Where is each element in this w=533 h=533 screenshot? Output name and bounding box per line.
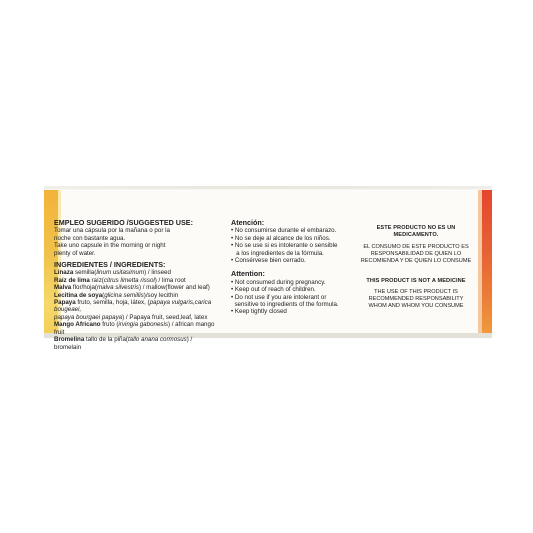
ingredient-latin-name: irvingia gabonesis xyxy=(118,321,168,329)
ingredient-latin-name: papaya vulgaris,carica bougeaei, xyxy=(54,299,212,314)
disclaimer-es-line: RECOMIENDA Y DE QUIEN LO CONSUME xyxy=(360,257,472,264)
disclaimer-en-title: THIS PRODUCT IS NOT A MEDICINE xyxy=(366,277,466,284)
ingredient-name: Mango Africano xyxy=(54,321,101,329)
usage-line: plenty of water. xyxy=(54,249,96,257)
attention-bullet: • Keep out of reach of children. xyxy=(231,286,316,294)
atencion-bullet: a los ingredientes de la fórmula. xyxy=(231,249,324,257)
ingredient-english: ) / lima root xyxy=(154,276,186,284)
disclaimer-column xyxy=(355,225,477,310)
ingredient-name: Bromelina xyxy=(54,336,85,344)
ingredient-english: ) / Papaya fruit, seed,leaf, latex xyxy=(122,313,208,321)
ingredient-english: ) / bromelain xyxy=(54,336,193,351)
disclaimer-en-line: RECOMMENDED RESPONSABILITY xyxy=(368,296,464,303)
ingredient-item xyxy=(54,292,220,299)
ingredient-name: Papaya xyxy=(54,299,76,307)
ingredient-name: Lecitina de soya xyxy=(54,291,103,299)
disclaimer-en-line: THE USE OF THIS PRODUCT IS xyxy=(374,289,458,296)
disclaimer-es-text xyxy=(355,244,477,265)
ingredient-latin-name: glicina semillis xyxy=(104,291,144,299)
ingredient-part: fruto ( xyxy=(100,321,119,329)
ingredient-item xyxy=(54,299,220,314)
disclaimer-es-line: EL CONSUMO DE ESTE PRODUCTO ES xyxy=(363,243,469,250)
ingredient-part: fruto, semilla, hoja, látex, ( xyxy=(75,299,150,307)
attention-title: Attention: xyxy=(231,269,265,279)
ingredient-item xyxy=(54,321,220,336)
disclaimer-es-title: ESTE PRODUCTO NO ES UN MEDICAMENTO. xyxy=(376,225,456,239)
ingredient-name: Malva xyxy=(54,284,72,292)
disclaimer-en-text xyxy=(355,289,477,310)
ingredient-item xyxy=(54,269,220,276)
ingredient-name: Linaza xyxy=(54,269,74,277)
ingredient-latin-name: linum usitasimum xyxy=(96,269,145,277)
ingredient-part: raíz( xyxy=(89,276,104,284)
ingredient-part: ( xyxy=(102,291,105,299)
ingredients-list xyxy=(54,269,220,350)
usage-line: Tomar una cápsula por la mañana o por la xyxy=(54,227,170,235)
ingredients-title: INGREDIENTES / INGREDIENTS: xyxy=(54,260,166,270)
usage-line: Take uno capsule in the morning or night xyxy=(54,242,166,250)
ingredient-item xyxy=(54,277,220,284)
ingredient-english: ) / linseed xyxy=(144,269,171,277)
ingredient-latin-name: papaya bourgaei papaya xyxy=(54,313,123,321)
atencion-bullet: • No consumirse durante el embarazo. xyxy=(231,227,337,235)
ingredient-part: semilla( xyxy=(73,269,97,277)
attention-bullet: • Keep tightly closed xyxy=(231,308,287,316)
ingredient-english: ) / african mango fruit xyxy=(54,321,215,336)
atencion-bullet: • No se deje al alcance de los niños. xyxy=(231,234,331,242)
ingredient-item xyxy=(54,336,220,351)
ingredient-part: tallo de la piña( xyxy=(84,336,128,344)
atencion-bullet: • Consérvese bien cerrado. xyxy=(231,257,306,265)
attention-bullet: sensitive to ingredients of the formula. xyxy=(231,301,339,309)
attention-bullet: • Not consumed during pregnancy. xyxy=(231,278,326,286)
ingredient-latin-name: malva silvestris xyxy=(97,284,139,292)
ingredient-english: ) / mallow(flower and leaf) xyxy=(138,284,210,292)
attention-bullet: • Do not use if you are intolerant or xyxy=(231,293,327,301)
ingredient-latin-name: citrus limetta rissol xyxy=(103,276,155,284)
usage-ingredients-column xyxy=(54,219,220,351)
atencion-bullet: • No se use si es intolerante o sensible xyxy=(231,242,338,250)
usage-title: EMPLEO SUGERIDO /SUGGESTED USE: xyxy=(54,218,193,227)
atencion-title: Atención: xyxy=(231,218,265,227)
disclaimer-es-line: RESPONSABILIDAD DE QUIEN LO xyxy=(370,250,462,257)
ingredient-item xyxy=(54,284,220,291)
usage-line: noche con bastante agua. xyxy=(54,234,126,242)
red-orange-stripe xyxy=(482,190,492,333)
warnings-column xyxy=(231,219,355,316)
disclaimer-en-line: WHOM AND WHOM YOU CONSUME xyxy=(368,303,464,310)
ingredient-part: flor/hoja( xyxy=(71,284,97,292)
ingredient-name: Raíz de lima xyxy=(54,276,90,284)
ingredient-english: )/soy lecithin xyxy=(143,291,179,299)
ingredient-item xyxy=(54,314,220,321)
ingredient-latin-name: tallo anana cormosus xyxy=(127,336,187,344)
